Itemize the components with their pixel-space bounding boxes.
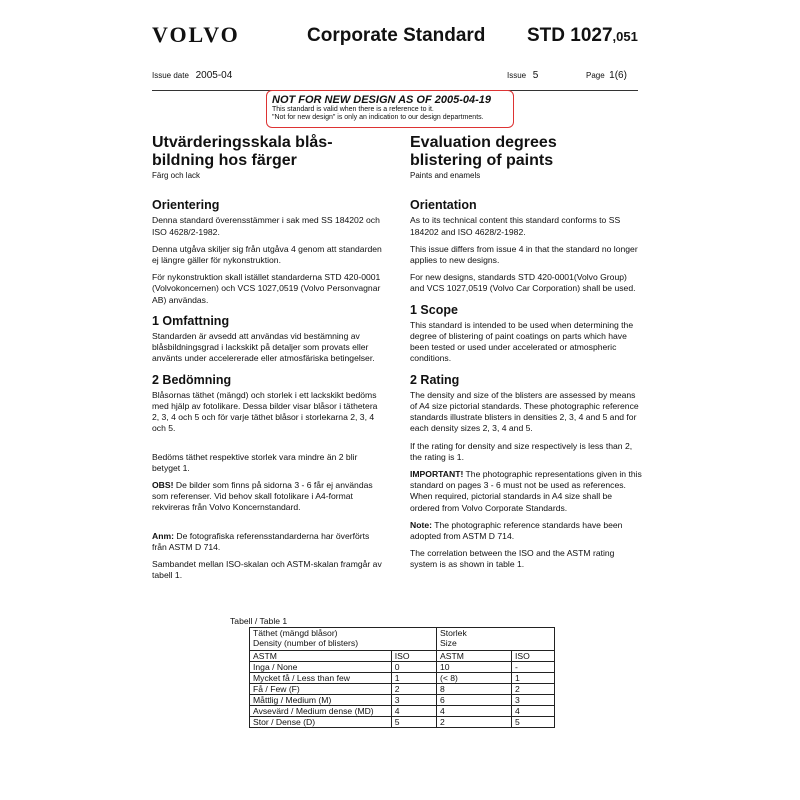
issue-number: Issue 5: [507, 70, 539, 81]
rating-correlation-table: [249, 627, 555, 728]
table-row: [250, 706, 555, 717]
sv-title-line-2: bildning hos färger: [152, 152, 297, 169]
en-para-scope: This standard is intended to be used when determining the degree of blistering of paint coatings on parts which have been tested or used under accelerated or atmospheric conditions.: [410, 319, 634, 364]
en-title-line-2: blistering of paints: [410, 152, 554, 169]
table-cell: 4: [437, 706, 512, 717]
table-cell: -: [512, 662, 555, 673]
table-row: [250, 717, 555, 728]
sv-heading-rating: 2 Bedömning: [152, 372, 232, 387]
table-cell: 2: [391, 684, 436, 695]
page-number: Page 1(6): [586, 70, 627, 81]
en-title-line-1: Evaluation degrees: [410, 134, 557, 151]
en-heading-scope: 1 Scope: [410, 302, 458, 317]
table-row: [250, 662, 555, 673]
sv-para-orientation-3: För nykonstruktion skall istället standarderna STD 420-0001 (Volvokoncernen) och VCS 1027,0519 (Volvo Personvagnar AB) användas.: [152, 272, 381, 305]
col-astm-density: ASTM: [250, 651, 392, 662]
table-cell: Måttlig / Medium (M): [250, 695, 392, 706]
table-cell: Avsevärd / Medium dense (MD): [250, 706, 392, 717]
table-cell: 10: [437, 662, 512, 673]
table-row: [250, 684, 555, 695]
en-heading-rating: 2 Rating: [410, 372, 460, 387]
standard-number: STD 1027,051: [527, 25, 638, 46]
table-row: [250, 673, 555, 684]
volvo-logo: VOLVO: [152, 22, 240, 47]
notice-line-2: "Not for new design" is only an indication to our design departments.: [272, 114, 484, 121]
col-iso-size: ISO: [512, 651, 555, 662]
en-subtitle: Paints and enamels: [410, 171, 481, 180]
en-para-note: Note: The photographic reference standards have been adopted from ASTM D 714.: [410, 519, 623, 542]
sv-para-orientation-2: Denna utgåva skiljer sig från utgåva 4 genom att standarden ej längre gäller för nykonstruktion.: [152, 243, 382, 266]
table-cell: 3: [391, 695, 436, 706]
en-heading-orientation: Orientation: [410, 198, 477, 213]
not-for-new-design-notice: [266, 90, 514, 128]
table-cell: 0: [391, 662, 436, 673]
table-cell: 8: [437, 684, 512, 695]
sv-para-correlation: Sambandet mellan ISO-skalan och ASTM-skalan framgår av tabell 1.: [152, 559, 382, 581]
table-row: [250, 695, 555, 706]
sv-para-rating-2: Bedöms täthet respektive storlek vara mindre än 2 blir betyget 1.: [152, 451, 358, 473]
en-para-important: IMPORTANT! The photographic representations given in this standard on pages 3 - 6 must not be used as references. When required, pictorial standards in A4 size shall be ordered from Volvo Corporate Standards.: [410, 469, 642, 513]
table-cell: 6: [437, 695, 512, 706]
table-cell: 5: [512, 717, 555, 728]
sv-title-line-1: Utvärderingsskala blås-: [152, 134, 333, 151]
sv-para-rating-1: Blåsornas täthet (mängd) och storlek i ett lackskikt bedöms med hjälp av fotolikare. Dessa bilder visar blåsor i täthetera 2, 3, 4 och 5 och för varje täthet blåsor i storlekarna 2, 3, 4 och 5.: [152, 389, 378, 434]
english-column: [410, 134, 642, 571]
table-cell: 4: [512, 706, 555, 717]
issue-date: Issue date 2005-04: [152, 70, 233, 81]
en-para-orientation-2: This issue differs from issue 4 in that the standard no longer applies to new designs.: [410, 243, 638, 266]
col-iso-density: ISO: [391, 651, 436, 662]
document-type-title: Corporate Standard: [307, 25, 486, 46]
en-para-correlation: The correlation between the ISO and the ASTM rating system is as shown in table 1.: [410, 548, 615, 570]
table-subheader-row: [250, 651, 555, 662]
sv-heading-scope: 1 Omfattning: [152, 313, 230, 328]
table-cell: Stor / Dense (D): [250, 717, 392, 728]
sv-para-obs: OBS! De bilder som finns på sidorna 3 - 6 får ej användas som referenser. Vid behov skall fotolikare i A4-format rekvireras från Volvo Koncernstandard.: [152, 480, 373, 513]
en-para-rating-1: The density and size of the blisters are assessed by means of A4 size pictorial standards. These photographic reference standards illustrate blisters in densities 2, 3, 4 and 5 and for each density sizes 2, 3, 4 and 5.: [410, 389, 639, 434]
sv-heading-orientation: Orientering: [152, 198, 220, 213]
table-cell: Få / Few (F): [250, 684, 392, 695]
notice-title: NOT FOR NEW DESIGN AS OF 2005-04-19: [272, 94, 492, 106]
table-cell: Inga / None: [250, 662, 392, 673]
table-cell: Mycket få / Less than few: [250, 673, 392, 684]
table-caption: Tabell / Table 1: [230, 616, 288, 626]
size-header: Storlek Size: [437, 628, 555, 651]
table-cell: 3: [512, 695, 555, 706]
table-cell: (< 8): [437, 673, 512, 684]
swedish-column: [152, 134, 384, 581]
notice-line-1: This standard is valid when there is a reference to it.: [272, 106, 434, 113]
table-cell: 2: [512, 684, 555, 695]
en-para-orientation-1: As to its technical content this standard conforms to SS 184202 and ISO 4628/2-1982.: [410, 215, 621, 237]
sv-para-orientation-1: Denna standard överensstämmer i sak med SS 184202 och ISO 4628/2-1982.: [152, 215, 380, 237]
table-cell: 1: [512, 673, 555, 684]
en-para-orientation-3: For new designs, standards STD 420-0001(Volvo Group) and VCS 1027,0519 (Volvo Car Corporation) shall be used.: [410, 272, 636, 294]
table-cell: 2: [437, 717, 512, 728]
table-cell: 5: [391, 717, 436, 728]
sv-subtitle: Färg och lack: [152, 171, 201, 180]
sv-para-note: Anm: De fotografiska referensstandarderna har överförts från ASTM D 714.: [152, 530, 370, 552]
en-para-rating-2: If the rating for density and size respectively is less than 2, the rating is 1.: [410, 440, 633, 462]
sv-para-scope: Standarden är avsedd att användas vid bestämning av blåsbildningsgrad i lackskikt på detaljer som provats eller använts under accelererade eller atmosfäriska betingelser.: [152, 331, 375, 364]
density-header: Täthet (mängd blåsor) Density (number of blisters): [250, 628, 437, 651]
table-cell: 1: [391, 673, 436, 684]
table-header-row: [250, 628, 555, 651]
col-astm-size: ASTM: [437, 651, 512, 662]
table-cell: 4: [391, 706, 436, 717]
